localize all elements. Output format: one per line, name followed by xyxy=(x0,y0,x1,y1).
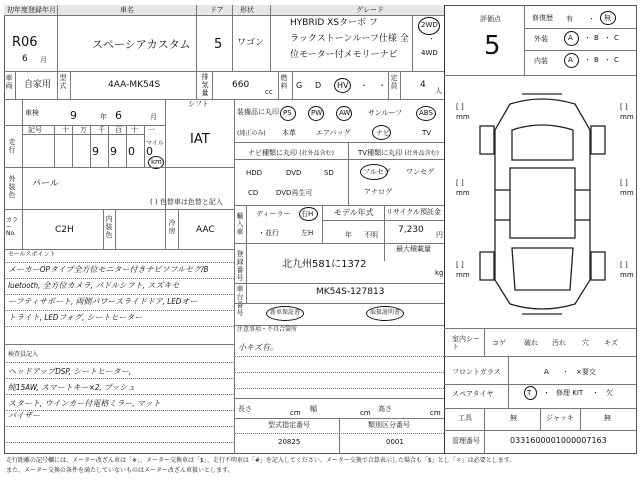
chassis-number: MK54S-127813 xyxy=(316,287,385,297)
first-reg-month-unit: 月 xyxy=(40,56,47,64)
first-reg-era: R06 xyxy=(12,35,38,50)
fuel-g: G xyxy=(296,81,303,90)
cert-label: 型式指定番号 xyxy=(268,421,310,429)
inspection-month: 6 xyxy=(115,109,122,122)
capacity-label: 定員 xyxy=(390,74,398,90)
equipment-label: 装備品に丸印 xyxy=(237,108,279,116)
ac-label: 冷房 xyxy=(168,219,176,235)
reg-number-label: 登録番号 xyxy=(236,250,244,282)
drive-2wd: 2WD xyxy=(421,21,438,29)
cert-number: 20825 xyxy=(278,438,301,446)
inspector-line-4: バイザー xyxy=(8,411,40,420)
shift-label: シフト xyxy=(188,100,209,108)
equip-tv: TV xyxy=(422,129,432,137)
spare-label: スペアタイヤ xyxy=(452,390,494,398)
import-label: 輸入車 xyxy=(236,212,244,236)
type-value: 4AA-MK54S xyxy=(108,80,161,90)
inspector-title: 検査員記入 xyxy=(8,351,39,358)
equip-navi: ナビ xyxy=(376,129,390,137)
interior-color-label: 内装色 xyxy=(105,215,113,239)
car-diagram xyxy=(450,90,635,320)
type-label: 型式 xyxy=(59,74,67,90)
tv-type-title: TV種類に丸印 (社外品含む) xyxy=(358,149,439,157)
equip-sunroof: サンルーフ xyxy=(368,109,403,117)
exterior-color: パール xyxy=(32,179,59,189)
sales-line-3: ーフティサポート, 両側パワースライドドア, LEDオー xyxy=(8,297,198,306)
mileage-digit-4: 0 xyxy=(146,145,153,158)
car-name-label: 車名 xyxy=(120,6,134,14)
diagram-mm-1: mm xyxy=(456,113,470,121)
mgmt-number: 0331600001000007163 xyxy=(510,436,607,445)
inspector-line-2: 純15AW, スマートキー×2, プッシュ xyxy=(8,383,136,392)
car-name: スペーシアカスタム xyxy=(92,38,191,51)
mgmt-label: 管理番号 xyxy=(452,437,480,445)
inspection-year-unit: 年 xyxy=(100,113,107,121)
equip-leather: 本革 xyxy=(282,129,296,137)
inspector-line-3: スタート, ウインカー付電格ミラー, マット xyxy=(8,399,161,408)
displacement-value: 660 xyxy=(232,80,250,90)
recycle-label: リサイクル預託金 xyxy=(386,208,442,216)
equip-aw: AW xyxy=(339,109,351,117)
diagram-bracket-1: [ ] xyxy=(456,103,464,111)
grade-line-3: 位モーター付メモリーナビ xyxy=(290,50,398,60)
grade-line-1: HYBRID XSターボ フ xyxy=(290,18,378,28)
shape-value: ワゴン xyxy=(237,38,265,48)
equip-ps: PS xyxy=(283,109,292,117)
score-value: 5 xyxy=(484,31,501,61)
sales-line-4: トライト, LEDフォグ, シートヒーター xyxy=(8,313,143,322)
inspection-month-unit: 月 xyxy=(150,113,157,121)
first-reg-month: 6 xyxy=(22,54,28,64)
door-label: ドア xyxy=(210,6,224,14)
displacement-label: 排気量 xyxy=(201,73,209,97)
capacity-unit: 人 xyxy=(435,87,442,95)
max-load-label: 最大積載量 xyxy=(396,245,431,253)
windshield-label: フロントガラス xyxy=(452,368,501,376)
capacity-value: 4 xyxy=(420,80,426,90)
color-code: C2H xyxy=(55,225,74,235)
repair-no: 無 xyxy=(604,14,611,22)
model-year-label: モデル年式 xyxy=(334,208,374,217)
exterior-label: 外装色 xyxy=(8,175,16,199)
sales-point-title: セールスポイント xyxy=(8,251,56,258)
inspection-label: 車検 xyxy=(25,109,39,117)
mileage-digit-1: 9 xyxy=(92,145,99,158)
footer-note-2: また、メーター交換の条件を満たしていないものはメーター改ざん車扱いとします。 xyxy=(6,467,234,474)
nav-type-title: ナビ種類に丸印 (社外品含む) xyxy=(248,149,334,157)
equip-airbag: エアバッグ xyxy=(316,129,351,137)
score-label: 評価点 xyxy=(480,15,501,23)
equip-abs: ABS xyxy=(419,109,433,117)
shape-label: 形状 xyxy=(240,6,254,14)
mileage-label: 走行 xyxy=(8,138,16,154)
manual: 取扱説明書 xyxy=(370,309,401,316)
notes-text: 小キズ有。 xyxy=(238,343,278,352)
cc-unit: cc xyxy=(265,88,273,96)
fuel-d: D xyxy=(315,81,322,90)
grade-label: グレード xyxy=(356,6,384,14)
usage-value: 自家用 xyxy=(24,80,52,90)
footer-note-1: 走行距離の記号欄には、メーター改ざん車は「※」、メーター交換車は「$」、走行不明車は「#」を記入してください。メーター交換で合算表示した場合も「$」とし「＊」は必要とします。 xyxy=(6,457,516,464)
color-code-label: カラー No. xyxy=(6,217,19,238)
inspection-year: 9 xyxy=(70,109,77,122)
equipment-sub: (純正のみ) xyxy=(237,130,266,137)
tools-label: 工具 xyxy=(458,414,472,422)
equip-pw: PW xyxy=(311,109,323,117)
interior-seat-label: 室内シート xyxy=(452,335,480,351)
notes-title: 注意事項・不具合箇所 xyxy=(237,326,298,333)
new-warranty: 新車保証書 xyxy=(270,309,301,316)
grade-line-2: ラックストーンルーフ仕様 全 xyxy=(290,34,409,44)
mileage-digit-2: 9 xyxy=(110,145,117,158)
shift-value: IAT xyxy=(190,132,210,147)
door-count: 5 xyxy=(214,37,223,52)
ac-value: AAC xyxy=(196,225,215,235)
class-label: 類別区分番号 xyxy=(368,421,410,429)
first-reg-label: 初年度登録年月 xyxy=(7,6,56,14)
mileage-digit-3: 0 xyxy=(128,145,135,158)
mile-unit: マイル xyxy=(146,140,164,147)
reg-number: 北九州581に1372 xyxy=(282,259,367,270)
exterior-note: ( ) 色替車は色替と記入 xyxy=(150,198,223,206)
sales-line-1: メーカーOPタイプ全方位モニター付きナビソフルセグ/B xyxy=(8,265,209,274)
tv-fullseg: フルセグ xyxy=(363,168,391,176)
fuel-hv: HV xyxy=(337,81,349,90)
km-unit: km xyxy=(151,158,162,166)
chassis-label: 車台番号 xyxy=(236,285,244,317)
right-hand: 右H xyxy=(301,210,314,218)
class-number: 0001 xyxy=(386,438,404,446)
drive-4wd: 4WD xyxy=(421,49,438,57)
usage-label: 車両 xyxy=(5,74,13,90)
inspector-line-1: ヘッドアップDSP, シートヒーター, xyxy=(8,367,132,376)
fuel-label: 燃料 xyxy=(280,74,288,90)
model-year-value: 不明 xyxy=(364,231,378,239)
sales-line-2: luetooth, 全方位カメラ, パドルシフト, スズキセ xyxy=(8,281,180,290)
recycle-value: 7,230 xyxy=(398,225,424,235)
